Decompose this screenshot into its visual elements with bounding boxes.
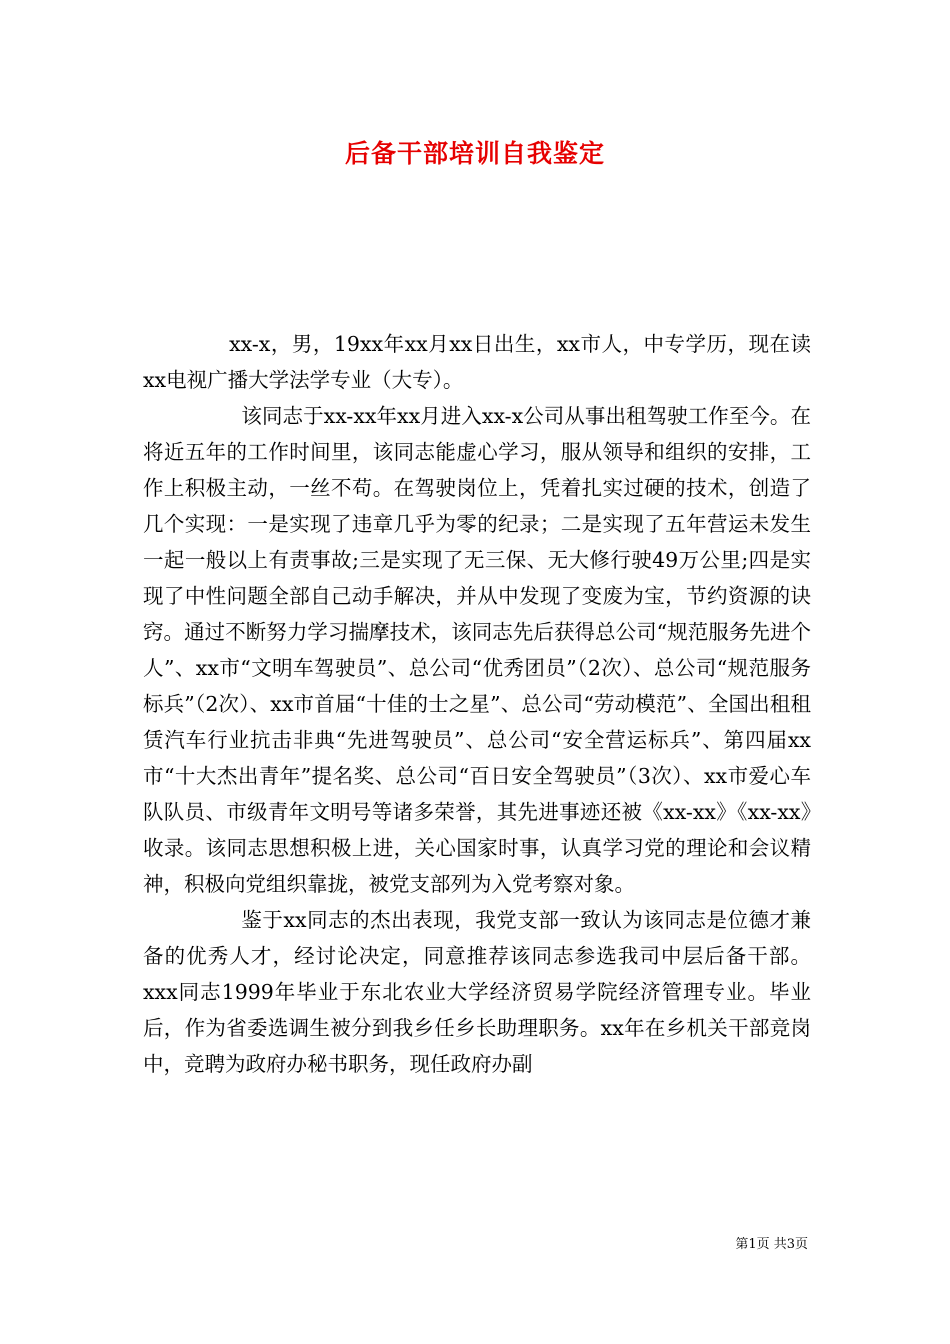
paragraph-3: 鉴于xx同志的杰出表现，我党支部一致认为该同志是位德才兼备的优秀人才，经讨论决定，同意推荐该同志参选我司中层后备干部。xxx同志1999年毕业于东北农业大学经济贸易学院经济管理专业。毕业后，作为省委选调生被分到我乡任乡长助理职务。xx年在乡机关干部竞岗中，竞聘为政府办秘书职务，现任政府办副	[143, 908, 811, 1076]
paragraph-1: xx-x，男，19xx年xx月xx日出生，xx市人，中专学历，现在读xx电视广播大学法学专业（大专）。	[143, 332, 811, 392]
paragraph-2: 该同志于xx-xx年xx月进入xx-x公司从事出租驾驶工作至今。在将近五年的工作时间里，该同志能虚心学习，服从领导和组织的安排，工作上积极主动，一丝不苟。在驾驶岗位上，凭着扎实过硬的技术，创造了几个实现：一是实现了违章几乎为零的纪录；二是实现了五年营运未发生一起一般以上有责事故;三是实现了无三保、无大修行驶49万公里;四是实现了中性问题全部自己动手解决，并从中发现了变废为宝，节约资源的诀窍。通过不断努力学习揣摩技术，该同志先后获得总公司“规范服务先进个人”、xx市“文明车驾驶员”、总公司“优秀团员”（2次）、总公司“规范服务标兵”（2次）、xx市首届“十佳的士之星”、总公司“劳动模范”、全国出租租赁汽车行业抗击非典“先进驾驶员”、总公司“安全营运标兵”、第四届xx市“十大杰出青年”提名奖、总公司“百日安全驾驶员”（3次）、xx市爱心车队队员、市级青年文明号等诸多荣誉，其先进事迹还被《xx-xx》《xx-xx》收录。该同志思想积极上进，关心国家时事，认真学习党的理论和会议精神，积极向党组织靠拢，被党支部列为入党考察对象。	[143, 404, 811, 896]
document-body	[143, 326, 811, 1082]
document-title: 后备干部培训自我鉴定	[344, 139, 605, 168]
page-number-footer: 第1页 共3页	[735, 1237, 808, 1252]
